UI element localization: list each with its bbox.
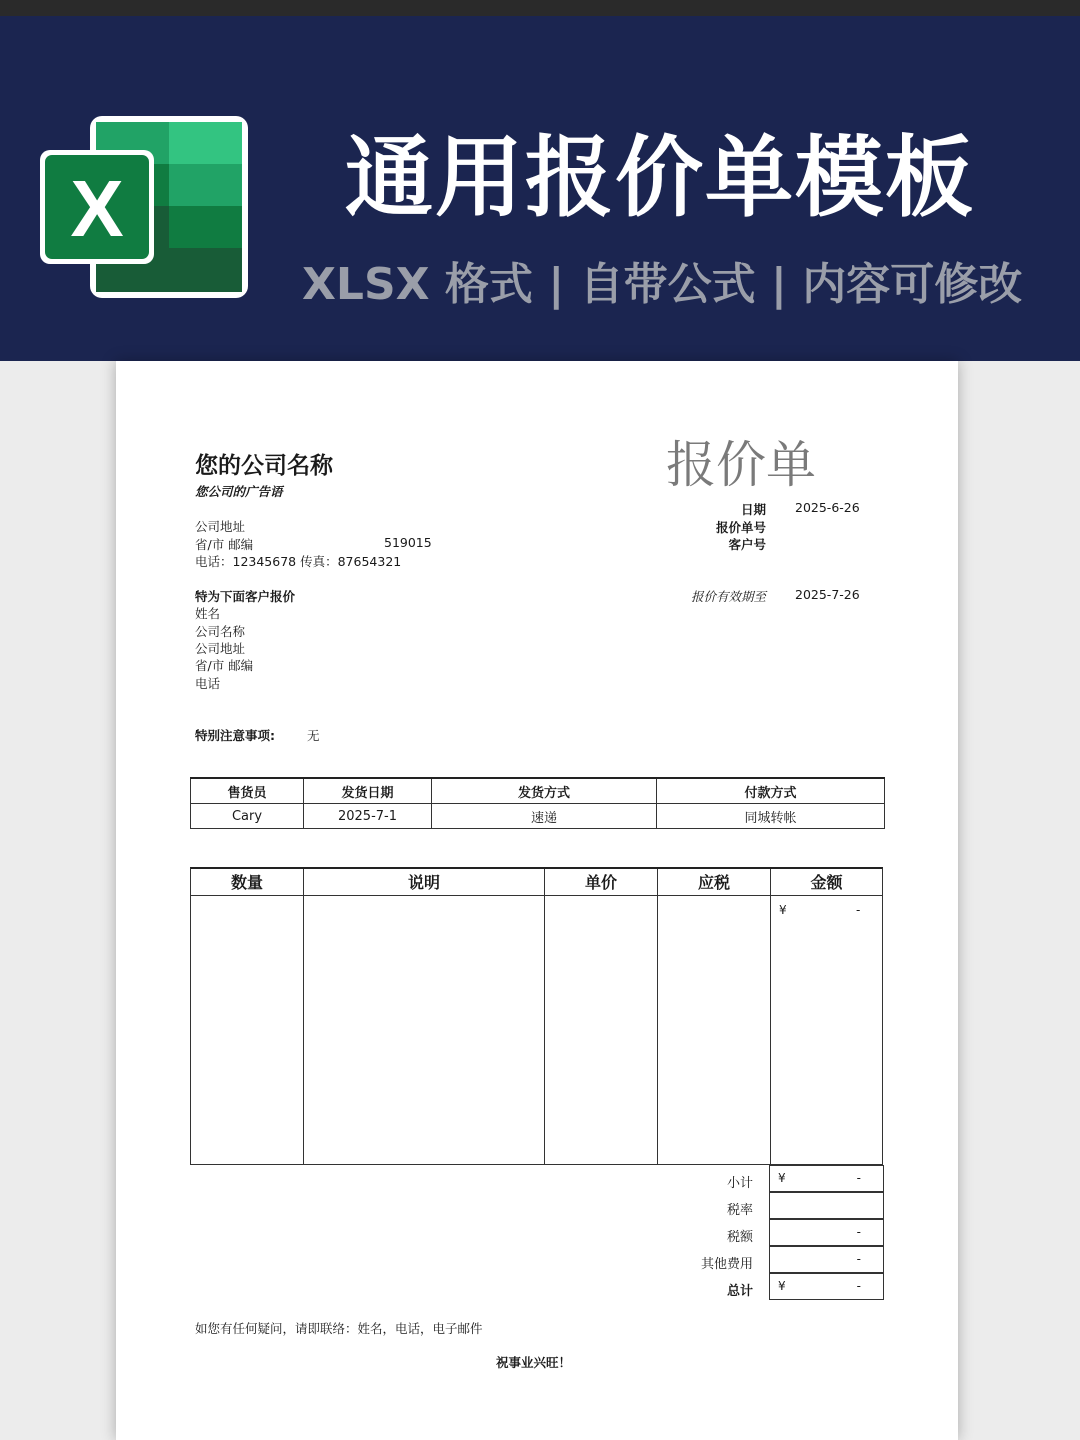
phone-fax: 电话：12345678 传真：87654321 — [195, 554, 402, 569]
payment-method-value[interactable]: 同城转帐 — [657, 804, 885, 829]
payment-method-header: 付款方式 — [657, 778, 885, 804]
date-value: 2025-6-26 — [795, 500, 860, 515]
column-divider — [770, 869, 771, 1164]
notes-label: 特别注意事项: — [195, 728, 275, 743]
column-divider — [544, 869, 545, 1164]
items-table — [190, 867, 883, 1165]
ship-method-value[interactable]: 速递 — [432, 804, 657, 829]
total-currency: ¥ — [778, 1279, 786, 1293]
total-cell[interactable] — [769, 1273, 884, 1300]
ship-date-value[interactable]: 2025-7-1 — [304, 804, 432, 829]
tax-rate-label: 税率 — [726, 1203, 753, 1218]
company-address: 公司地址 — [195, 519, 246, 534]
customer-address: 公司地址 — [195, 641, 246, 656]
other-fees-label: 其他费用 — [700, 1257, 753, 1272]
unit-price-header: 单价 — [584, 873, 617, 892]
svg-text:X: X — [70, 164, 124, 253]
customer-name: 姓名 — [195, 606, 221, 621]
customer-phone: 电话 — [195, 676, 221, 691]
banner — [0, 16, 1080, 361]
column-divider — [657, 869, 658, 1164]
description-header: 说明 — [407, 873, 440, 892]
amount-header: 金额 — [810, 873, 843, 892]
closing-line: 祝事业兴旺！ — [496, 1355, 572, 1370]
top-strip — [0, 0, 1080, 16]
shipping-table — [190, 777, 885, 829]
salesperson-value[interactable]: Cary — [191, 804, 304, 829]
zip-code: 519015 — [384, 535, 432, 550]
salesperson-header: 售货员 — [191, 778, 304, 804]
date-label: 日期 — [740, 502, 766, 517]
quotation-sheet — [116, 361, 958, 1440]
company-slogan: 您公司的广告语 — [195, 484, 283, 499]
banner-subtitle: XLSX 格式 | 自带公式 | 内容可修改 — [302, 259, 1023, 310]
subtotal-value: - — [856, 1171, 861, 1185]
valid-until-label: 报价有效期至 — [690, 589, 766, 604]
column-divider — [303, 869, 304, 1164]
contact-line: 如您有任何疑问，请即联络：姓名，电话，电子邮件 — [195, 1321, 483, 1336]
other-fees-value: - — [856, 1252, 861, 1266]
province-zip-label: 省/市 邮编 — [195, 537, 254, 552]
tax-amount-label: 税额 — [726, 1230, 753, 1245]
company-name: 您的公司名称 — [195, 452, 333, 479]
total-value: - — [856, 1279, 861, 1293]
customer-province-zip: 省/市 邮编 — [195, 658, 254, 673]
table-row — [191, 778, 885, 804]
quote-heading: 报价单 — [666, 436, 816, 494]
customer-company: 公司名称 — [195, 624, 246, 639]
table-row — [191, 804, 885, 829]
subtotal-label: 小计 — [726, 1176, 753, 1191]
other-fees-cell[interactable] — [769, 1246, 884, 1273]
ship-date-header: 发货日期 — [304, 778, 432, 804]
customer-heading: 特为下面客户报价 — [195, 589, 296, 604]
quote-no-label: 报价单号 — [715, 520, 766, 535]
quantity-header: 数量 — [230, 873, 263, 892]
tax-amount-cell[interactable] — [769, 1219, 884, 1246]
subtotal-currency: ¥ — [778, 1171, 786, 1185]
tax-rate-cell[interactable] — [769, 1192, 884, 1219]
amount-currency: ¥ — [779, 903, 787, 917]
amount-value: - — [856, 903, 861, 917]
excel-logo-icon — [40, 114, 250, 300]
taxable-header: 应税 — [697, 873, 730, 892]
total-label: 总计 — [726, 1284, 753, 1299]
tax-amount-value: - — [856, 1225, 861, 1239]
banner-title: 通用报价单模板 — [345, 126, 976, 229]
customer-no-label: 客户号 — [728, 537, 766, 552]
subtotal-cell[interactable] — [769, 1165, 884, 1192]
valid-until-value: 2025-7-26 — [795, 587, 860, 602]
ship-method-header: 发货方式 — [432, 778, 657, 804]
notes-value: 无 — [307, 728, 320, 743]
